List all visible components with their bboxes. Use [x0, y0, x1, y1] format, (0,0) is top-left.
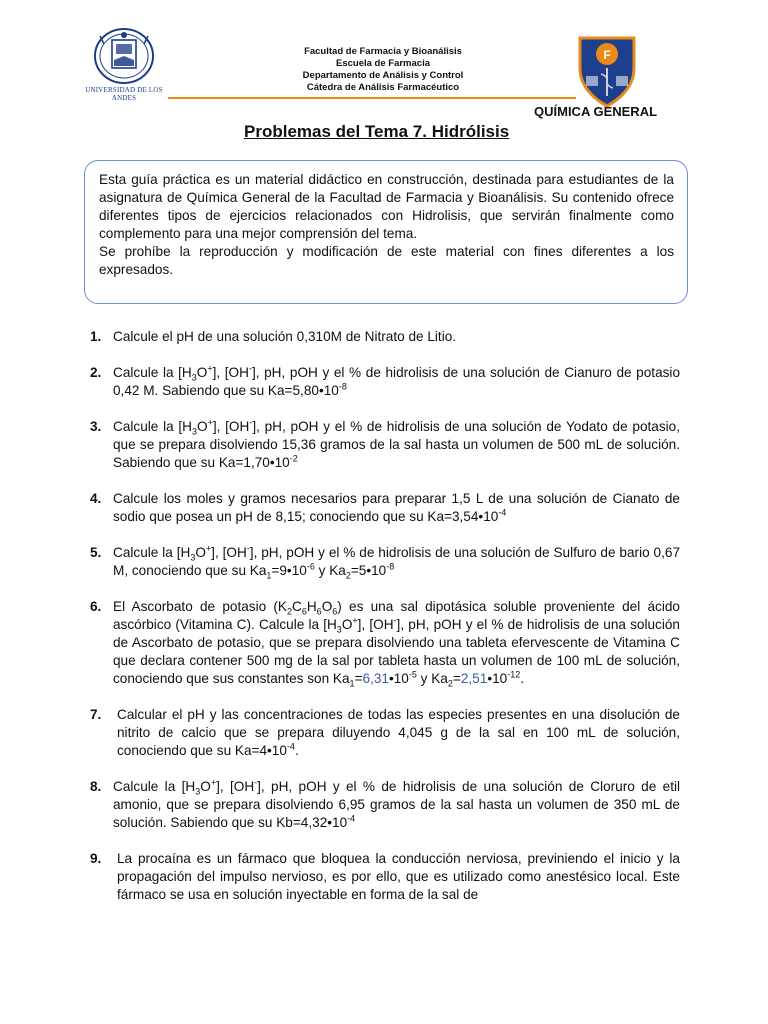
- problem-item: [90, 850, 680, 904]
- problem-item: [90, 778, 680, 832]
- problem-number: 4.: [90, 491, 102, 506]
- intro-box: [84, 160, 688, 304]
- problem-text: Calcule el pH de una solución 0,310M de Nitrato de Litio.: [113, 329, 457, 344]
- problem-number: 9.: [90, 851, 102, 866]
- header-line-faculty: Facultad de Farmacia y Bioanálisis: [304, 46, 462, 57]
- problem-text: Calcule la $[H_3O^+]$, [OH-], pH, pOH y el % de hidrolisis de una solución de Yodato de potasio, que se prepara disolviendo 15,36 gramos de la sal hasta un volumen de 500 mL de solución. Sabiendo que su $Ka=1,70•10^{-2}$: [113, 417, 680, 470]
- problem-item: [90, 418, 680, 472]
- university-caption: UNIVERSIDAD DE LOS ANDES: [85, 86, 163, 102]
- problem-number: 8.: [90, 779, 102, 794]
- problem-item: [90, 328, 680, 346]
- problem-number: 6.: [90, 599, 102, 614]
- problem-text: El Ascorbato de potasio $(K_2C_6H_6O_6)$ es una sal dipotásica soluble proveniente del ácido ascórbico (Vitamina C). Calcule la $[H_3O^+]$, [OH-], pH, pOH y el % de hidrolisis de una solución de Ascorbato de potasio, que se prepara disolviendo una tableta efervescente de Vitamina C que declara contener 500 mg de la sal por tableta hasta un volumen de 100 mL de solución, conociendo que sus constantes son $Ka_1=6,31•10^{-5}$ y $Ka_2=2,51•10^{-12}$.: [113, 599, 680, 689]
- problem-number: 1.: [90, 329, 102, 344]
- intro-paragraph: Esta guía práctica es un material didáctico en construcción, destinada para estudiantes de la asignatura de Química General de la Facultad de Farmacia y Bioanálisis. Su contenido ofrece diferentes tipos de ejercicios relacionados con Hidrolisis, que servirán finalmente como complemento para una mejor comprensión del tema.: [99, 172, 674, 241]
- problem-text: Calcule los moles y gramos necesarios para preparar 1,5 L de una solución de Cianato de sodio que posea un pH de 8,15; conociendo que su $Ka=3,54•10^{-4}$: [113, 491, 680, 524]
- problem-item: [90, 544, 680, 580]
- problem-item: [90, 364, 680, 400]
- problem-item: [90, 706, 680, 760]
- problem-list: [90, 328, 680, 904]
- faculty-logo: [574, 32, 640, 108]
- header-divider: [168, 97, 576, 99]
- header-line-school: Escuela de Farmacia: [336, 58, 430, 69]
- problem-item: [90, 490, 680, 526]
- problem-text: Calcule la $[H_3O^+]$, [OH-], pH, pOH y el % de hidrolisis de una solución de Sulfuro de bario 0,67 M, conociendo que su $Ka_1=9•10^{-6}$ y $Ka_2=5•10^{-8}$: [113, 543, 681, 581]
- problem-number: 7.: [90, 707, 102, 722]
- page-title: Problemas del Tema 7. Hidrólisis: [244, 122, 510, 141]
- problem-text: Calcular el pH y las concentraciones de todas las especies presentes en una disolución de nitrito de calcio que se prepara diluyendo 4,045 g de la sal en 100 mL de solución, conociendo que su $Ka=4•10^{-4}$.: [117, 707, 680, 758]
- problem-number: 3.: [90, 419, 102, 434]
- problem-text: La procaína es un fármaco que bloquea la conducción nerviosa, previniendo el inicio y la propagación del impulso nervioso, es por ello, que es utilizado como anestésico local. Este fármaco se usa en solución inyectable en forma de la sal de: [117, 851, 680, 902]
- problem-text: Calcule la $[H_3O^+]$, [OH-], pH, pOH y el % de hidrolisis de una solución de Cloruro de etil amonio, que se prepara disolviendo 6,95 gramos de la sal hasta un volumen de 350 mL de solución. Sabiendo que su $Kb=4,32•10^{-4}$: [113, 777, 681, 830]
- header-line-department: Departamento de Análisis y Control: [302, 70, 464, 81]
- problem-number: 5.: [90, 545, 102, 560]
- subject-label: QUÍMICA GENERAL: [534, 104, 658, 119]
- problem-text: Calcule la $[H_3O^+]$, [OH-], pH, pOH y el % de hidrolisis de una solución de Cianuro de potasio 0,42 M. Sabiendo que su $Ka=5,80•10^{-8}$: [113, 363, 681, 398]
- problem-item: [90, 598, 680, 688]
- intro-notice: Se prohíbe la reproducción y modificación de este material con fines diferentes a los expresados.: [99, 244, 674, 277]
- header-line-chair: Cátedra de Análisis Farmacéutico: [306, 82, 460, 93]
- problem-number: 2.: [90, 365, 102, 380]
- svg-text:F: F: [603, 48, 611, 62]
- institution-header: [262, 46, 504, 94]
